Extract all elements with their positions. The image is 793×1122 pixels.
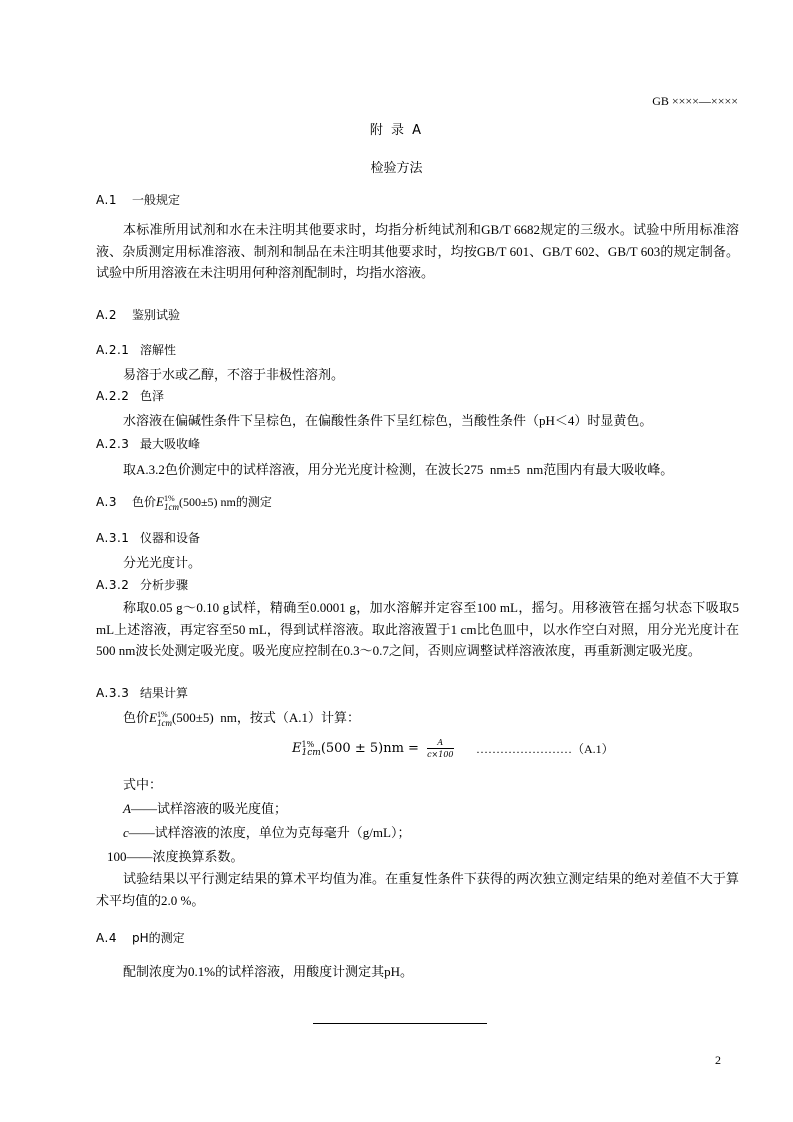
section-number: A.3.2	[96, 578, 130, 592]
subscript: 1cm	[156, 718, 172, 729]
section-title: 仪器和设备	[140, 531, 201, 545]
where-label: 式中：	[123, 777, 163, 792]
standard-code: GB ××××—××××	[652, 94, 738, 108]
section-a21-heading	[96, 341, 176, 358]
section-title: 鉴别试验	[132, 308, 181, 322]
section-title: 最大吸收峰	[140, 437, 201, 451]
variable-100	[107, 846, 244, 865]
variable-symbol: c	[123, 825, 129, 840]
section-a1-heading	[96, 191, 180, 208]
section-a32-heading	[96, 576, 188, 593]
superscript: 1%	[163, 493, 175, 503]
formula-denominator: c×100	[427, 750, 454, 759]
section-number: A.3.1	[96, 531, 130, 545]
formula-numerator: A	[427, 737, 453, 749]
section-a4-heading	[96, 929, 185, 946]
section-title: 结果计算	[140, 686, 189, 700]
formula-a1	[292, 737, 454, 760]
section-a3-heading	[96, 493, 272, 512]
section-title: 一般规定	[132, 193, 181, 207]
section-title-suffix: (500±5) nm的测定	[178, 495, 272, 509]
color-value-symbol: E	[156, 494, 164, 509]
section-number: A.2.1	[96, 343, 130, 357]
subscript: 1cm	[301, 747, 321, 758]
section-number: A.2.3	[96, 437, 130, 451]
calc-intro-suffix: (500±5) nm，按式（A.1）计算：	[171, 710, 361, 725]
section-a32-paragraph: 称取0.05 g～0.10 g试样，精确至0.0001 g，加水溶解并定容至100 mL，摇匀。用移液管在摇匀状态下吸取5 mL上述溶液，再定容至50 mL，得到试样溶液。取此溶液置于1 cm比色皿中，以水作空白对照，用分光光度计在500 nm波长处测定吸光度。吸光度应控制在0.3～0.7之间，否则应调整试样溶液浓度，再重新测定吸光度。	[96, 600, 739, 658]
subscript: 1cm	[163, 501, 179, 512]
formula-reference: ……………………（A.1）	[476, 742, 614, 756]
section-a23-heading	[96, 435, 200, 452]
end-rule	[313, 1023, 487, 1024]
variable-c	[123, 822, 410, 841]
superscript: 1%	[301, 739, 315, 749]
variable-description: ——试样溶液的吸光度值；	[130, 801, 287, 816]
section-a31-text: 分光光度计。	[123, 555, 202, 570]
section-a33-heading	[96, 684, 188, 701]
section-a22-heading	[96, 387, 164, 404]
formula-fraction	[427, 737, 453, 760]
section-title: 色泽	[140, 389, 165, 403]
section-a23-text: 取A.3.2色价测定中的试样溶液，用分光光度计检测，在波长275 nm±5 nm范围内有最大吸收峰。	[123, 462, 674, 477]
section-title-prefix: 色价	[132, 495, 157, 509]
section-a1-paragraph: 本标准所用试剂和水在未注明其他要求时，均指分析纯试剂和GB/T 6682规定的三级水。试验中所用标准溶液、杂质测定用标准溶液、制剂和制品在未注明其他要求时，均按GB/T 601、GB/T 602、GB/T 603的规定制备。试验中所用溶液在未注明用何种溶剂配制时，均指水溶液。	[96, 222, 739, 280]
page-number: 2	[715, 1053, 721, 1067]
section-title: 分析步骤	[140, 578, 189, 592]
section-number: A.1	[96, 193, 117, 207]
appendix-title: 检验方法	[370, 161, 423, 176]
section-a22-text: 水溶液在偏碱性条件下呈棕色，在偏酸性条件下呈红棕色，当酸性条件（pH＜4）时显黄色。	[123, 413, 653, 428]
section-a4-text: 配制浓度为0.1%的试样溶液，用酸度计测定其pH。	[123, 964, 413, 979]
color-value-symbol: E	[149, 710, 157, 725]
section-a21-text: 易溶于水或乙醇，不溶于非极性溶剂。	[123, 367, 345, 382]
section-a2-heading	[96, 306, 180, 323]
section-number: A.4	[96, 931, 117, 945]
section-a31-heading	[96, 529, 200, 546]
superscript: 1%	[156, 710, 168, 720]
section-number: A.2.2	[96, 389, 130, 403]
section-title: 溶解性	[140, 343, 177, 357]
section-number: A.2	[96, 308, 117, 322]
variable-description: ——试样溶液的浓度，单位为克每毫升（g/mL）；	[128, 825, 411, 840]
variable-symbol: A	[123, 801, 131, 816]
section-number: A.3	[96, 495, 117, 509]
appendix-label: 附 录 A	[369, 123, 424, 138]
formula-lhs: (500 ± 5)nm =	[320, 741, 419, 756]
calc-intro-prefix: 色价	[123, 710, 150, 725]
section-number: A.3.3	[96, 686, 130, 700]
calc-intro	[123, 707, 360, 728]
variable-symbol: 100	[107, 849, 127, 864]
result-paragraph: 试验结果以平行测定结果的算术平均值为准。在重复性条件下获得的两次独立测定结果的绝对差值不大于算术平均值的2.0 %。	[96, 871, 739, 908]
section-title: pH的测定	[132, 931, 185, 945]
color-value-symbol: E	[292, 741, 302, 756]
variable-description: ——浓度换算系数。	[126, 849, 244, 864]
variable-a	[123, 798, 287, 817]
